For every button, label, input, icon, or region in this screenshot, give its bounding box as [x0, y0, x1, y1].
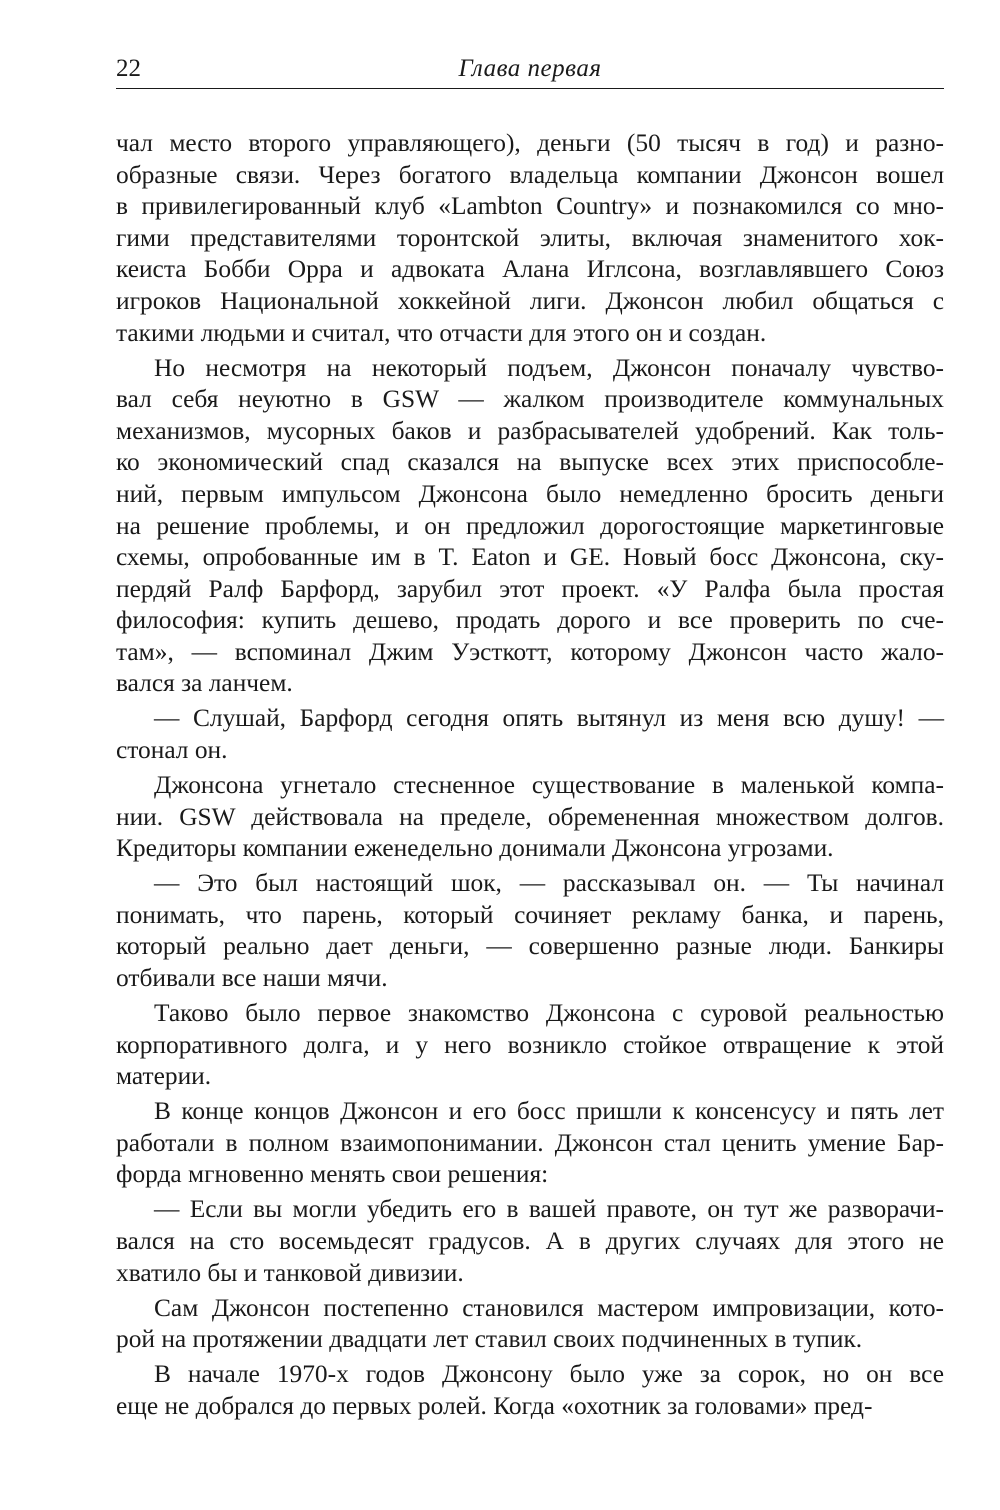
text-line: работали в полном взаимопонимании. Джонсон стал ценить умение Бар-	[116, 1128, 944, 1157]
text-line: гими представителями торонтской элиты, включая знаменитого хок-	[116, 223, 944, 252]
text-line: — Если вы могли убедить его в вашей правоте, он тут же разворачи-	[154, 1195, 944, 1224]
paragraph	[116, 998, 944, 1093]
text-line: еще не добрался до первых ролей. Когда «охотник за головами» пред-	[116, 1391, 873, 1420]
text-line: Джонсона угнетало стесненное существование в маленькой компа-	[154, 771, 944, 800]
text-line: кеиста Бобби Орра и адвоката Алана Иглсона, возглавлявшего Союз	[116, 255, 944, 284]
text-line: игроков Национальной хоккейной лиги. Джонсон любил общаться с	[116, 286, 944, 315]
paragraph	[116, 868, 944, 994]
text-line: ко экономический спад сказался на выпуске всех этих приспособле-	[116, 448, 944, 477]
text-line: В начале 1970-х годов Джонсону было уже за сорок, но он все	[154, 1360, 944, 1389]
paragraph	[116, 770, 944, 865]
text-line: Таково было первое знакомство Джонсона с суровой реальностью	[154, 998, 944, 1027]
text-line: — Слушай, Барфорд сегодня опять вытянул из меня всю душу! —	[154, 704, 944, 733]
paragraph	[116, 1293, 944, 1356]
paragraph	[116, 1194, 944, 1289]
text-line: нии. GSW действовала на пределе, обремененная множеством долгов.	[116, 802, 944, 831]
body-text	[116, 128, 944, 1422]
text-line: отбивали все наши мячи.	[116, 964, 388, 992]
text-line: хватило бы и танковой дивизии.	[116, 1258, 464, 1287]
text-line: на решение проблемы, и он предложил дорогостоящие маркетинговые	[116, 511, 944, 540]
text-line: ний, первым импульсом Джонсона было немедленно бросить деньги	[116, 479, 944, 508]
text-line: такими людьми и считал, что отчасти для этого он и создан.	[116, 318, 767, 347]
page-header	[116, 52, 944, 89]
text-line: философия: купить дешево, продать дорого и все проверить по сче-	[116, 606, 944, 635]
text-line: форда мгновенно менять свои решения:	[116, 1160, 549, 1189]
page-number: 22	[116, 55, 141, 82]
text-line: рой на протяжении двадцати лет ставил своих подчиненных в тупик.	[116, 1325, 863, 1354]
text-line: — Это был настоящий шок, — рассказывал он. — Ты начинал	[154, 869, 944, 898]
text-line: пердяй Ралф Барфорд, зарубил этот проект. «У Ралфа была простая	[116, 574, 944, 603]
text-line: Сам Джонсон постепенно становился мастером импровизации, кото-	[154, 1293, 944, 1322]
text-line: чал место второго управляющего), деньги (50 тысяч в год) и разно-	[116, 129, 944, 157]
paragraph	[116, 703, 944, 766]
text-line: Но несмотря на некоторый подъем, Джонсон поначалу чувство-	[154, 353, 944, 382]
text-line: механизмов, мусорных баков и разбрасывателей удобрений. Как толь-	[116, 416, 944, 445]
text-line: корпоративного долга, и у него возникло стойкое отвращение к этой	[116, 1030, 944, 1059]
text-line: вался за ланчем.	[116, 669, 293, 698]
text-line: образные связи. Через богатого владельца компании Джонсон вошел	[116, 160, 944, 189]
text-line: вался на сто восемьдесят градусов. А в других случаях для этого не	[116, 1226, 944, 1255]
text-line: который реально дает деньги, — совершенно разные люди. Банкиры	[116, 932, 944, 961]
paragraph	[116, 1359, 944, 1422]
paragraph	[116, 1096, 944, 1191]
text-line: там», — вспоминал Джим Уэсткотт, которому Джонсон часто жало-	[116, 637, 944, 666]
text-line: схемы, опробованные им в T. Eaton и GE. Новый босс Джонсона, ску-	[116, 543, 944, 572]
text-line: понимать, что парень, который сочиняет рекламу банка, и парень,	[116, 900, 944, 929]
text-line: Кредиторы компании еженедельно донимали Джонсона угрозами.	[116, 834, 834, 863]
running-head: Глава первая	[458, 55, 602, 82]
text-line: стонал он.	[116, 736, 228, 765]
paragraph	[116, 353, 944, 701]
paragraph	[116, 128, 944, 349]
text-line: материи.	[116, 1062, 212, 1091]
text-line: вал себя неуютно в GSW — жалком производителе коммунальных	[116, 385, 944, 414]
text-line: в привилегированный клуб «Lambton Country» и познакомился со мно-	[116, 192, 944, 221]
text-line: В конце концов Джонсон и его босс пришли к консенсусу и пять лет	[154, 1097, 944, 1126]
